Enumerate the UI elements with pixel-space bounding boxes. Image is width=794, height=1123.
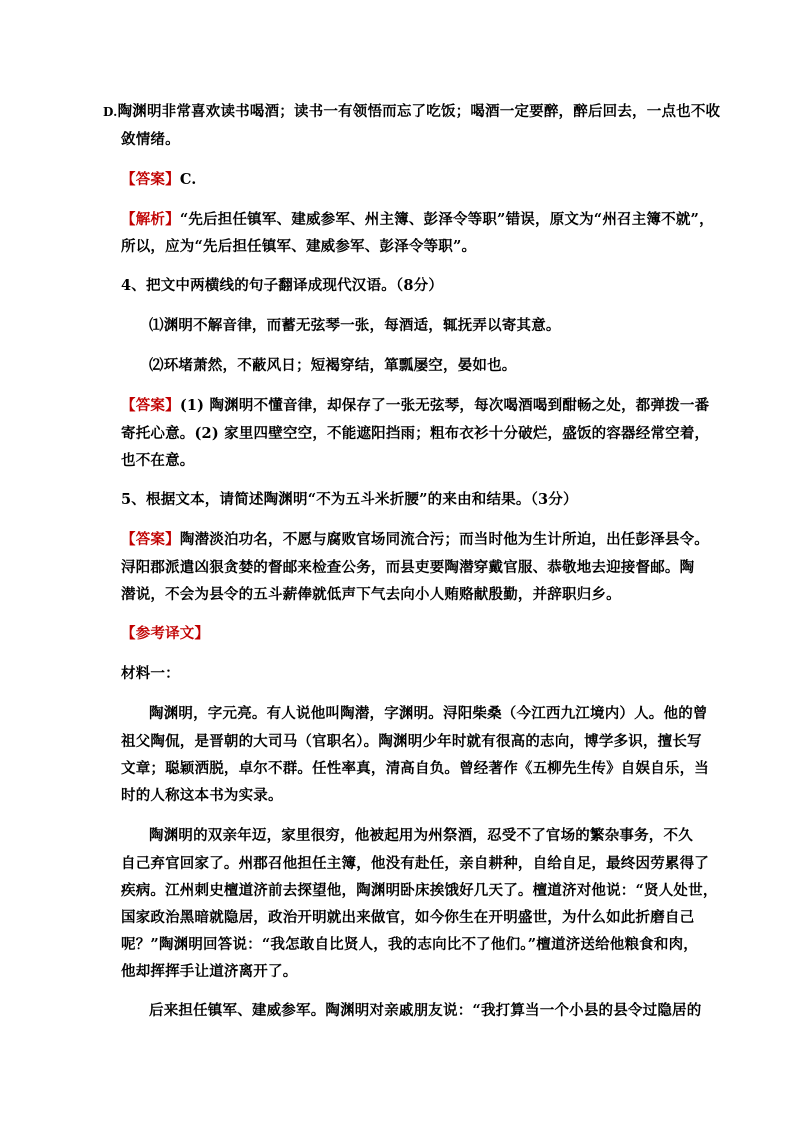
answer-text: 陶潜淡泊功名，不愿与腐败官场同流合污；而当时他为生计所迫，出任彭泽县令。: [179, 531, 710, 548]
analysis-text: “先后担任镇军、建威参军、州主簿、彭泽令等职”错误，原文为“州召主簿不就”，: [179, 211, 714, 228]
analysis-tag: 【解析】: [121, 211, 180, 228]
question-4-sentence-2: ⑵环堵萧然，不蔽风日；短褐穿结，箪瓢屡空，晏如也。: [149, 357, 517, 374]
reference-translation-heading: 【参考译文】: [121, 625, 210, 642]
para3-line1: 后来担任镇军、建威参军。陶渊明对亲戚朋友说：“我打算当一个小县的县令过隐居的: [149, 1002, 702, 1019]
analysis-line1: [121, 206, 714, 234]
answer-1: [121, 166, 197, 194]
answer-4-line1: [121, 392, 709, 420]
question-4-title: 4、把文中两横线的句子翻译成现代汉语。（8分）: [121, 277, 444, 294]
question-4-sentence-1: ⑴渊明不解音律，而蓄无弦琴一张，每酒适，辄抚弄以寄其意。: [149, 317, 561, 334]
answer-4-line2: 寄托心意。(2) 家里四壁空空，不能遮阳挡雨；粗布衣衫十分破烂，盛饭的容器经常空着，: [121, 425, 710, 442]
answer-4-line3: 也不在意。: [121, 452, 195, 469]
analysis-line2: 所以，应为“先后担任镇军、建威参军、彭泽令等职”。: [121, 238, 477, 255]
answer-5-line1: [121, 526, 709, 554]
option-d-line1: [103, 98, 720, 126]
answer-5-line3: 潜说，不会为县令的五斗薪俸就低声下气去向小人贿赂献殷勤，并辞职归乡。: [121, 586, 621, 603]
material-heading: 材料一：: [121, 665, 180, 682]
option-d-text: 陶渊明非常喜欢读书喝酒；读书一有领悟而忘了吃饭；喝酒一定要醉，醉后回去，一点也不收: [117, 103, 721, 120]
question-5-title: 5、根据文本，请简述陶渊明“不为五斗米折腰”的来由和结果。（3分）: [121, 491, 578, 508]
option-label: D.: [103, 105, 118, 119]
answer-tag: 【答案】: [121, 397, 180, 414]
para2-line2: 自己弃官回家了。州郡召他担任主簿，他没有赴任，亲自耕种，自给自足，最终因劳累得了: [121, 855, 709, 872]
para2-line5: 呢？”陶渊明回答说：“我怎敢自比贤人，我的志向比不了他们。”檀道济送给他粮食和肉，: [121, 936, 698, 953]
para2-line6: 他却挥挥手让道济离开了。: [121, 963, 298, 980]
para1-line2: 祖父陶侃，是晋朝的大司马（官职名）。陶渊明少年时就有很高的志向，博学多识，擅长写: [121, 733, 702, 750]
answer-5-line2: 浔阳郡派遣凶狠贪婪的督邮来检查公务，而县吏要陶潜穿戴官服、恭敬地去迎接督邮。陶: [121, 559, 695, 576]
para2-line4: 国家政治黑暗就隐居，政治开明就出来做官，如今你生在开明盛世，为什么如此折磨自己: [121, 909, 695, 926]
answer-text: (1) 陶渊明不懂音律，却保存了一张无弦琴，每次喝酒喝到酣畅之处，都弹拨一番: [179, 397, 710, 414]
para1-line1: 陶渊明，字元亮。有人说他叫陶潜，字渊明。浔阳柴桑（今江西九江境内）人。他的曾: [149, 705, 708, 722]
para2-line1: 陶渊明的双亲年迈，家里很穷，他被起用为州祭酒，忍受不了官场的繁杂事务，不久: [149, 827, 693, 844]
para1-line3: 文章；聪颖洒脱，卓尔不群。任性率真，清高自负。曾经著作《五柳先生传》自娱自乐，当: [121, 760, 709, 777]
answer-text: C.: [179, 171, 197, 188]
para1-line4: 时的人称这本书为实录。: [121, 787, 283, 804]
answer-tag: 【答案】: [121, 531, 180, 548]
para2-line3: 疾病。江州刺史檀道济前去探望他，陶渊明卧床挨饿好几天了。檀道济对他说：“贤人处世，: [121, 882, 718, 899]
answer-tag: 【答案】: [121, 171, 180, 188]
option-d-line2: 敛情绪。: [121, 131, 180, 148]
